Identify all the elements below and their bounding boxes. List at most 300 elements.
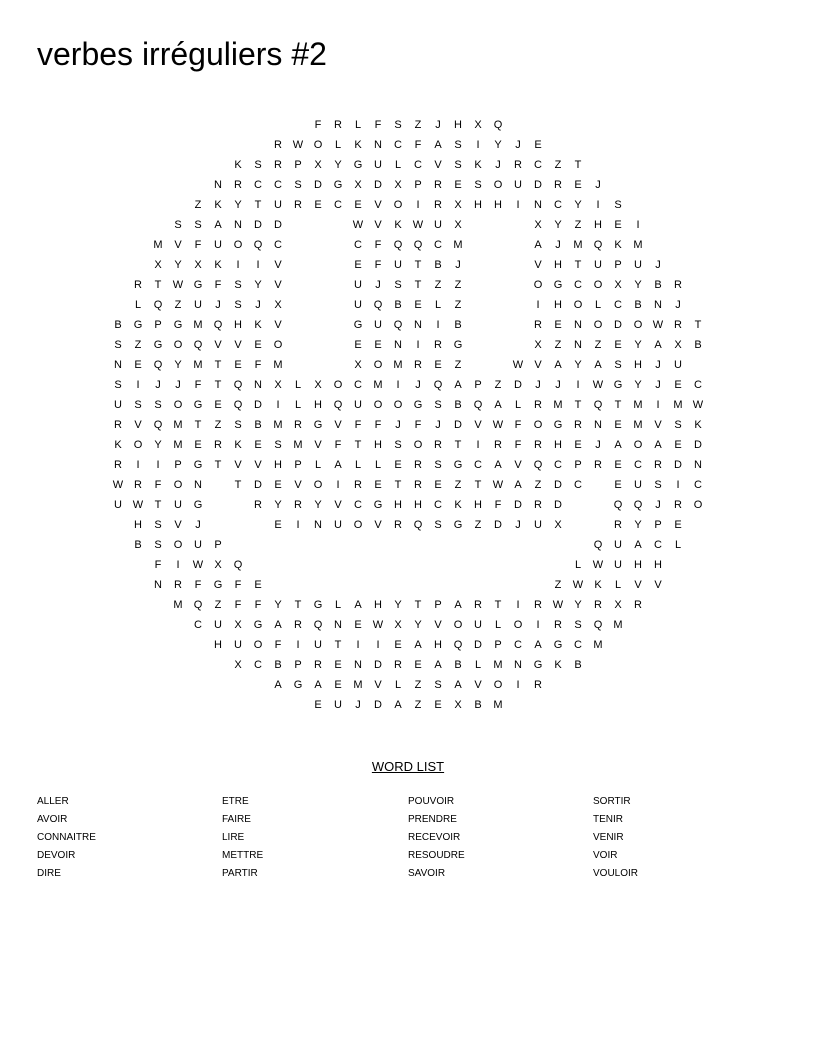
grid-letter: D [374,699,382,711]
grid-letter: O [493,179,503,191]
grid-letter: K [354,139,362,151]
grid-letter: Q [593,619,603,631]
word-list-item: LIRE [222,832,245,843]
grid-letter: L [314,459,322,471]
grid-letter: R [294,419,302,431]
grid-letter: W [592,379,604,391]
grid-letter: D [554,479,562,491]
grid-letter: T [194,419,202,431]
grid-letter: B [454,319,462,331]
grid-letter: S [434,519,442,531]
grid-letter: R [594,599,602,611]
grid-letter: T [414,599,422,611]
grid-letter: F [494,499,502,511]
grid-letter: W [412,219,424,231]
grid-letter: N [534,199,542,211]
grid-letter: D [254,219,262,231]
grid-letter: L [354,459,362,471]
grid-letter: V [374,219,382,231]
grid-letter: H [214,639,222,651]
grid-letter: T [694,319,702,331]
grid-letter: N [394,339,402,351]
grid-letter: R [574,419,582,431]
grid-letter: K [694,419,702,431]
grid-letter: O [333,379,343,391]
grid-letter: D [254,399,262,411]
grid-letter: Z [454,279,462,291]
grid-letter: G [453,459,463,471]
grid-letter: S [434,459,442,471]
grid-letter: Q [453,639,463,651]
grid-letter: D [514,499,522,511]
grid-letter: E [134,359,142,371]
grid-letter: U [194,299,202,311]
grid-letter: Z [554,159,562,171]
grid-letter: J [215,299,221,311]
grid-letter: M [273,359,283,371]
grid-letter: N [514,659,522,671]
grid-letter: O [453,619,463,631]
grid-letter: F [414,139,422,151]
grid-letter: A [454,379,462,391]
grid-letter: S [254,159,262,171]
grid-letter: S [434,679,442,691]
grid-letter: A [394,699,402,711]
grid-letter: C [514,639,522,651]
grid-letter: L [574,559,582,571]
grid-letter: G [193,279,203,291]
word-list-item: DIRE [37,868,61,879]
grid-letter: Z [554,339,562,351]
grid-letter: T [154,499,162,511]
grid-letter: F [514,439,522,451]
grid-letter: J [655,259,661,271]
grid-letter: P [294,459,302,471]
grid-letter: U [214,619,222,631]
grid-letter: Q [233,379,243,391]
grid-letter: A [454,599,462,611]
grid-letter: F [374,239,382,251]
grid-letter: B [474,699,482,711]
grid-letter: B [114,319,122,331]
grid-letter: P [214,539,222,551]
grid-letter: O [573,299,583,311]
grid-letter: H [374,439,382,451]
grid-letter: C [554,199,562,211]
grid-letter: T [414,259,422,271]
word-list-column [408,795,465,885]
grid-letter: U [354,399,362,411]
grid-letter: T [394,479,402,491]
grid-letter: H [274,459,282,471]
grid-letter: T [354,439,362,451]
grid-letter: R [534,319,542,331]
grid-letter: Q [593,539,603,551]
page-title: verbes irréguliers #2 [37,36,327,72]
grid-letter: J [655,499,661,511]
grid-letter: E [614,419,622,431]
grid-letter: V [654,419,662,431]
word-list-item: TENIR [593,814,623,825]
grid-letter: C [254,179,262,191]
grid-letter: P [614,259,622,271]
grid-letter: V [174,519,182,531]
grid-letter: Q [193,599,203,611]
grid-letter: U [514,179,522,191]
grid-letter: E [434,699,442,711]
grid-letter: U [614,559,622,571]
grid-letter: P [494,639,502,651]
grid-letter: G [153,339,163,351]
word-list-heading: WORD LIST [371,759,445,774]
grid-letter: Y [634,379,642,391]
grid-letter: O [393,199,403,211]
grid-letter: G [253,619,263,631]
grid-letter: T [574,159,582,171]
grid-letter: W [112,479,124,491]
grid-letter: V [474,419,482,431]
grid-letter: V [474,679,482,691]
grid-letter: A [594,359,602,371]
grid-letter: C [254,659,262,671]
grid-letter: M [193,319,203,331]
grid-letter: K [614,239,622,251]
grid-letter: O [393,399,403,411]
grid-letter: B [134,539,142,551]
grid-letter: H [314,399,322,411]
word-list-item: PARTIR [222,868,258,879]
grid-letter: P [294,159,302,171]
grid-letter: I [476,439,480,451]
grid-letter: Z [214,419,222,431]
word-list-item: SORTIR [593,796,631,807]
grid-letter: I [296,519,300,531]
grid-letter: G [413,399,423,411]
grid-letter: N [374,139,382,151]
grid-letter: E [454,179,462,191]
grid-letter: G [453,339,463,351]
grid-letter: O [173,479,183,491]
grid-letter: L [474,659,482,671]
grid-letter: M [453,239,463,251]
word-list-item: CONNAITRE [37,832,96,843]
grid-letter: N [414,319,422,331]
grid-letter: O [593,279,603,291]
grid-letter: E [334,659,342,671]
grid-letter: D [514,379,522,391]
grid-letter: J [655,379,661,391]
grid-letter: E [314,199,322,211]
grid-letter: P [574,459,582,471]
grid-letter: A [634,539,642,551]
grid-letter: Z [434,279,442,291]
grid-letter: U [594,259,602,271]
word-list-item: SAVOIR [408,868,446,879]
grid-letter: R [134,479,142,491]
grid-letter: X [614,279,622,291]
grid-letter: Y [394,599,402,611]
grid-letter: H [554,259,562,271]
grid-letter: D [474,639,482,651]
grid-letter: E [334,679,342,691]
grid-letter: A [214,219,222,231]
grid-letter: G [193,459,203,471]
grid-letter: Y [314,499,322,511]
grid-letter: E [674,439,682,451]
grid-letter: V [234,339,242,351]
grid-letter: N [154,579,162,591]
grid-letter: H [454,119,462,131]
grid-letter: G [333,179,343,191]
grid-letter: E [394,639,402,651]
grid-letter: A [534,239,542,251]
grid-letter: N [334,619,342,631]
grid-letter: U [534,519,542,531]
grid-letter: Y [274,499,282,511]
grid-letter: Y [154,439,162,451]
grid-letter: Y [574,359,582,371]
grid-letter: E [234,359,242,371]
grid-letter: V [234,459,242,471]
grid-letter: V [274,279,282,291]
grid-letter: I [436,319,440,331]
grid-letter: F [274,639,282,651]
grid-letter: O [173,399,183,411]
grid-letter: B [454,399,462,411]
grid-letter: V [134,419,142,431]
grid-letter: Y [634,339,642,351]
grid-letter: K [234,159,242,171]
grid-letter: C [394,139,402,151]
grid-letter: F [374,259,382,271]
grid-letter: H [374,599,382,611]
grid-letter: C [694,379,702,391]
grid-letter: F [314,119,322,131]
grid-letter: D [494,519,502,531]
grid-letter: X [454,219,462,231]
grid-letter: E [254,439,262,451]
grid-letter: O [313,479,323,491]
grid-letter: Q [633,499,643,511]
grid-letter: T [414,279,422,291]
grid-letter: W [492,479,504,491]
grid-letter: Q [233,399,243,411]
grid-letter: J [595,179,601,191]
grid-letter: O [493,679,503,691]
grid-letter: X [154,259,162,271]
grid-letter: Q [213,319,223,331]
grid-letter: U [354,299,362,311]
grid-letter: T [494,599,502,611]
grid-letter: H [554,299,562,311]
word-list-column [37,795,96,885]
grid-letter: C [434,239,442,251]
grid-letter: U [214,239,222,251]
grid-letter: O [533,419,543,431]
grid-letter: L [374,459,382,471]
grid-letter: R [314,659,322,671]
grid-letter: R [534,679,542,691]
grid-letter: B [634,299,642,311]
grid-letter: M [493,699,503,711]
grid-letter: W [572,579,584,591]
grid-letter: Y [174,359,182,371]
grid-letter: L [394,679,402,691]
grid-letter: S [394,279,402,291]
grid-letter: O [173,339,183,351]
grid-letter: K [554,659,562,671]
grid-letter: A [354,599,362,611]
grid-letter: E [614,219,622,231]
grid-letter: X [314,159,322,171]
grid-letter: E [274,519,282,531]
grid-letter: U [334,519,342,531]
grid-letter: F [254,359,262,371]
grid-letter: S [454,159,462,171]
grid-letter: R [434,339,442,351]
grid-letter: I [256,259,260,271]
grid-letter: I [636,219,640,231]
grid-letter: R [114,419,122,431]
grid-letter: T [334,639,342,651]
grid-letter: Q [593,399,603,411]
grid-letter: Q [613,499,623,511]
grid-letter: T [294,599,302,611]
grid-letter: I [336,479,340,491]
grid-letter: C [614,299,622,311]
grid-letter: Q [433,379,443,391]
grid-letter: P [154,319,162,331]
grid-letter: H [634,559,642,571]
grid-letter: K [114,439,122,451]
grid-letter: Q [473,399,483,411]
grid-letter: E [374,339,382,351]
grid-letter: H [394,499,402,511]
grid-letter: R [494,439,502,451]
grid-letter: N [314,519,322,531]
grid-letter: A [454,679,462,691]
grid-letter: R [414,359,422,371]
grid-letter: V [654,579,662,591]
grid-letter: D [374,659,382,671]
word-list-item: VENIR [593,832,624,843]
grid-letter: H [554,439,562,451]
grid-letter: D [534,179,542,191]
grid-letter: W [492,419,504,431]
grid-letter: C [194,619,202,631]
grid-letter: R [474,599,482,611]
grid-letter: A [434,659,442,671]
grid-letter: R [514,159,522,171]
grid-letter: R [294,199,302,211]
grid-letter: X [554,519,562,531]
word-list-item: RESOUDRE [408,850,465,861]
grid-letter: B [434,259,442,271]
grid-letter: J [435,119,441,131]
grid-letter: V [374,679,382,691]
grid-letter: H [434,639,442,651]
grid-letter: S [434,399,442,411]
grid-letter: O [413,439,423,451]
grid-letter: G [553,419,563,431]
grid-letter: J [515,519,521,531]
grid-letter: E [354,619,362,631]
grid-letter: R [394,519,402,531]
grid-letter: J [555,379,561,391]
grid-letter: C [334,199,342,211]
grid-letter: Q [153,359,163,371]
grid-letter: I [236,259,240,271]
grid-letter: S [294,179,302,191]
grid-letter: F [154,479,162,491]
grid-letter: S [574,619,582,631]
grid-letter: O [273,339,283,351]
grid-letter: C [574,279,582,291]
grid-letter: E [574,179,582,191]
grid-letter: I [136,459,140,471]
grid-letter: R [254,499,262,511]
grid-letter: M [613,619,623,631]
grid-letter: N [194,479,202,491]
grid-letter: Y [234,199,242,211]
grid-letter: D [274,219,282,231]
grid-letter: J [675,299,681,311]
grid-letter: G [353,159,363,171]
grid-letter: I [536,299,540,311]
grid-letter: J [155,379,161,391]
grid-letter: E [214,399,222,411]
grid-letter: L [434,299,442,311]
grid-letter: Q [533,459,543,471]
grid-letter: O [373,399,383,411]
grid-letter: Z [174,299,182,311]
grid-letter: Z [574,219,582,231]
grid-letter: C [654,539,662,551]
grid-letter: Q [593,239,603,251]
grid-letter: I [416,199,420,211]
grid-letter: T [234,479,242,491]
grid-letter: V [334,419,342,431]
grid-letter: H [634,359,642,371]
grid-letter: V [334,499,342,511]
grid-letter: G [373,499,383,511]
grid-letter: D [314,179,322,191]
grid-letter: Q [153,299,163,311]
grid-letter: R [434,439,442,451]
word-list-item: POUVOIR [408,796,455,807]
grid-letter: M [373,379,383,391]
grid-letter: X [614,599,622,611]
grid-letter: W [352,219,364,231]
grid-letter: Y [574,599,582,611]
grid-letter: W [552,599,564,611]
grid-letter: N [654,299,662,311]
grid-letter: A [514,479,522,491]
grid-letter: L [294,399,302,411]
grid-letter: Z [454,359,462,371]
grid-letter: R [534,399,542,411]
grid-letter: I [176,559,180,571]
grid-letter: Q [333,399,343,411]
word-list-item: DEVOIR [37,850,76,861]
grid-letter: W [692,399,704,411]
grid-letter: S [194,219,202,231]
grid-letter: B [394,299,402,311]
grid-letter: K [474,159,482,171]
grid-letter: K [594,579,602,591]
grid-letter: U [334,699,342,711]
grid-letter: U [274,199,282,211]
